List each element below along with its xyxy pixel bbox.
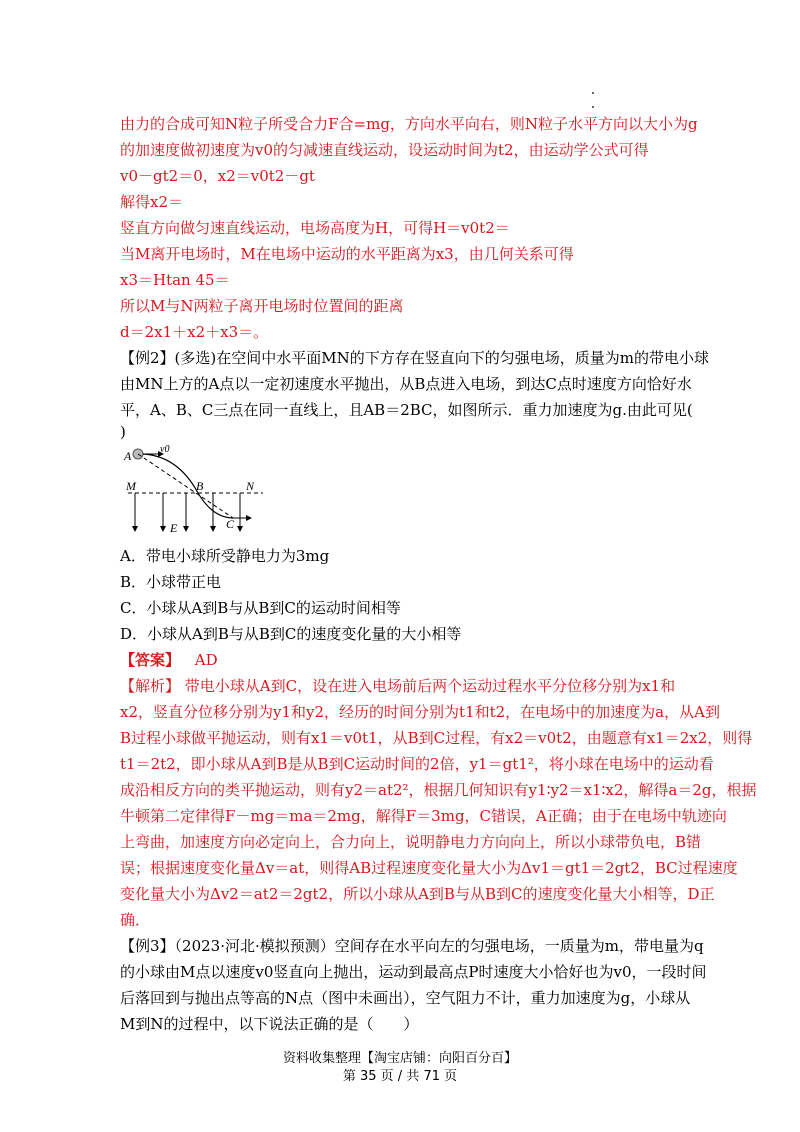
label-c: C <box>226 517 235 531</box>
option-a: A．带电小球所受静电力为3mg <box>120 547 330 565</box>
question-line: 后落回到与抛出点等高的N点（图中未画出），空气阻力不计，重力加速度为g，小球从 <box>120 989 691 1007</box>
corner-mark <box>592 106 594 108</box>
solution-line: 竖直方向做匀速直线运动，电场高度为H，可得H＝v0t2＝ <box>120 219 510 237</box>
label-n: N <box>246 479 255 493</box>
solution-line: x3＝Htan 45＝ <box>120 271 230 289</box>
trajectory-diagram <box>118 440 268 535</box>
analysis-line: B过程小球做平抛运动，则有x1＝v0t1，从B到C过程，有x2＝v0t2，由题意有x1＝2x2，则得 <box>120 729 753 747</box>
label-e: E <box>170 521 178 535</box>
analysis-line: x2，竖直分位移分别为y1和y2，经历的时间分别为t1和t2，在电场中的加速度为a，从A到 <box>120 703 720 721</box>
solution-line: 的加速度做初速度为v0的匀减速直线运动，设运动时间为t2，由运动学公式可得 <box>120 141 649 159</box>
analysis-line: 误；根据速度变化量Δv＝at，则得AB过程速度变化量大小为Δv1＝gt1＝2gt2，BC过程速度 <box>120 859 738 877</box>
solution-line: d＝2x1＋x2＋x3＝。 <box>120 323 269 341</box>
solution-line: v0－gt2＝0，x2＝v0t2－gt <box>120 167 315 185</box>
option-c: C．小球从A到B与从B到C的运动时间相等 <box>120 599 401 617</box>
analysis-line: 上弯曲，加速度方向必定向上，合力向上，说明静电力方向向上，所以小球带负电，B错 <box>120 833 702 851</box>
answer-value: AD <box>194 651 218 669</box>
question-line: 的小球由M点以速度v0竖直向上抛出，运动到最高点P时速度大小恰好也为v0，一段时间 <box>120 963 707 981</box>
solution-line: 解得x2＝ <box>120 193 184 211</box>
analysis-line: 【解析】 带电小球从A到C，设在进入电场前后两个运动过程水平分位移分别为x1和 <box>120 677 676 695</box>
question-line: 【例3】（2023·河北·模拟预测）空间存在水平向左的匀强电场，一质量为m，带电量为q <box>120 937 704 955</box>
analysis-line: 变化量大小为Δv2＝at2＝2gt2，所以小球从A到B与从B到C的速度变化量大小相等，D正 <box>120 885 715 903</box>
analysis-line: 成沿相反方向的类平抛运动，则有y2＝at2²，根据几何知识有y1∶y2＝x1∶x2，解得a＝2g，根据 <box>120 781 757 799</box>
trajectory-curve <box>143 454 233 518</box>
question-line: M到N的过程中，以下说法正确的是（ ） <box>120 1015 419 1033</box>
analysis-line: t1＝2t2，即小球从A到B是从B到C运动时间的2倍，y1＝gt1²，将小球在电场中的运动看 <box>120 755 714 773</box>
corner-mark <box>592 92 594 94</box>
option-b: B．小球带正电 <box>120 573 222 591</box>
page-number: 第 35 页 / 共 71 页 <box>342 1069 458 1084</box>
answer-label: 【答案】 <box>120 651 181 669</box>
analysis-line: 牛顿第二定律得F－mg＝ma＝2mg，解得F＝3mg，C错误，A正确；由于在电场中轨迹向 <box>120 807 727 825</box>
answer-line <box>120 648 690 672</box>
c-arrowhead <box>246 515 252 521</box>
question-line: 由MN上方的A点以一定初速度水平抛出，从B点进入电场，到达C点时速度方向恰好水 <box>120 375 692 393</box>
label-a: A <box>124 449 132 463</box>
option-d: D．小球从A到B与从B到C的速度变化量的大小相等 <box>120 625 462 643</box>
label-v0: v0 <box>160 444 170 455</box>
label-b: B <box>196 479 204 493</box>
solution-line: 当M离开电场时，M在电场中运动的水平距离为x3，由几何关系可得 <box>120 245 574 263</box>
analysis-line: 确． <box>120 911 151 929</box>
question-line: 【例2】(多选)在空间中水平面MN的下方存在竖直向下的匀强电场，质量为m的带电小球 <box>120 349 709 367</box>
footer-source: 资料收集整理【淘宝店铺：向阳百分百】 <box>282 1051 517 1066</box>
solution-line: 所以M与N两粒子离开电场时位置间的距离 <box>120 297 404 315</box>
label-m: M <box>126 479 136 493</box>
question-line: 平，A、B、C三点在同一直线上，且AB＝2BC，如图所示．重力加速度为g.由此可见( <box>120 401 693 419</box>
question-line: ) <box>120 423 126 441</box>
solution-line: 由力的合成可知N粒子所受合力F合=mg，方向水平向右，则N粒子水平方向以大小为g <box>120 115 698 133</box>
